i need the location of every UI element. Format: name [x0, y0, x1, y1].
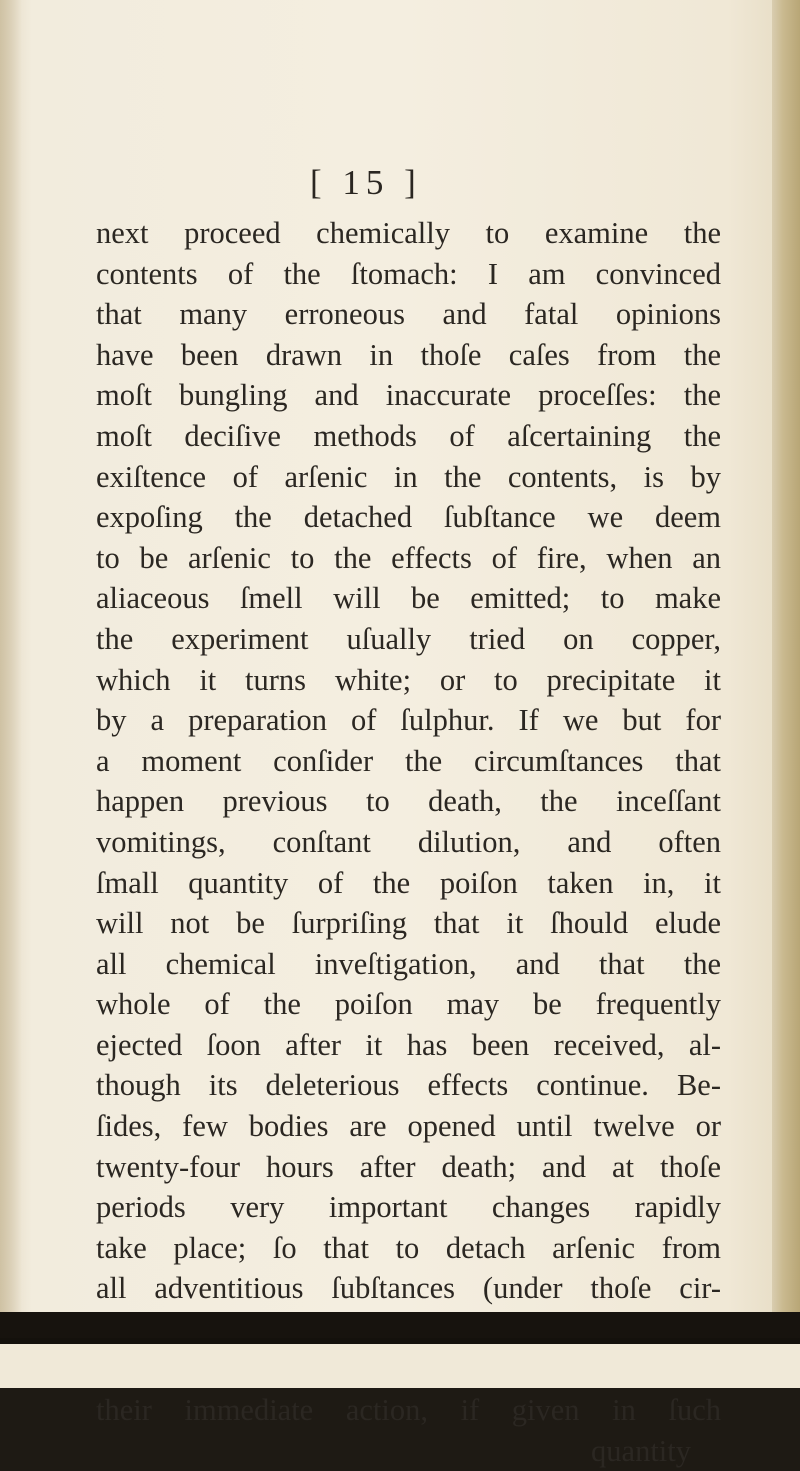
text-line: have been drawn in thoſe caſes from the: [96, 337, 721, 372]
page-edge: [772, 0, 800, 1312]
text-line: will not be ſurpriſing that it ſhould elude: [96, 906, 721, 941]
text-line: the experiment uſually tried on copper,: [96, 621, 721, 656]
page-gutter-shadow: [0, 0, 22, 1312]
text-line: moſt bungling and inaccurate proceſſes: the: [96, 378, 721, 413]
text-line: whole of the poiſon may be frequently: [96, 987, 721, 1022]
catchword: quantity: [591, 1433, 691, 1468]
text-line: next proceed chemically to examine the: [96, 216, 721, 250]
text-line: that many erroneous and fatal opinions: [96, 297, 721, 332]
text-line: aliaceous ſmell will be emitted; to make: [96, 581, 721, 616]
text-line: to be arſenic to the effects of fire, when an: [96, 540, 721, 575]
text-line: all adventitious ſubſtances (under thoſe cir-: [96, 1271, 721, 1306]
text-line: expoſing the detached ſubſtance we deem: [96, 500, 721, 535]
body-text: [96, 213, 721, 1471]
text-line: which it turns white; or to precipitate it: [96, 662, 721, 697]
text-line: periods very important changes rapidly: [96, 1190, 721, 1225]
text-line: contents of the ſtomach: I am convinced: [96, 256, 721, 291]
text-line: moſt deciſive methods of aſcertaining the: [96, 418, 721, 453]
text-line: though its deleterious effects continue. Be-: [96, 1068, 721, 1103]
text-line: ſides, few bodies are opened until twelve or: [96, 1109, 721, 1144]
text-line: ſmall quantity of the poiſon taken in, it: [96, 865, 721, 900]
page-number: [ 15 ]: [310, 163, 422, 202]
text-line: twenty-four hours after death; and at thoſe: [96, 1149, 721, 1184]
text-line: take place; ſo that to detach arſenic from: [96, 1230, 721, 1265]
text-line: happen previous to death, the inceſſant: [96, 784, 721, 819]
text-line: all chemical inveſtigation, and that the: [96, 946, 721, 981]
text-line: ejected ſoon after it has been received, al-: [96, 1027, 721, 1062]
text-line: vomitings, conſtant dilution, and often: [96, 824, 721, 859]
text-line: a moment conſider the circumſtances that: [96, 743, 721, 778]
text-line: their immediate action, if given in ſuch: [96, 1393, 721, 1428]
next-page-edge: [0, 1338, 800, 1388]
text-line: exiſtence of arſenic in the contents, is by: [96, 459, 721, 494]
text-line: by a preparation of ſulphur. If we but for: [96, 703, 721, 738]
